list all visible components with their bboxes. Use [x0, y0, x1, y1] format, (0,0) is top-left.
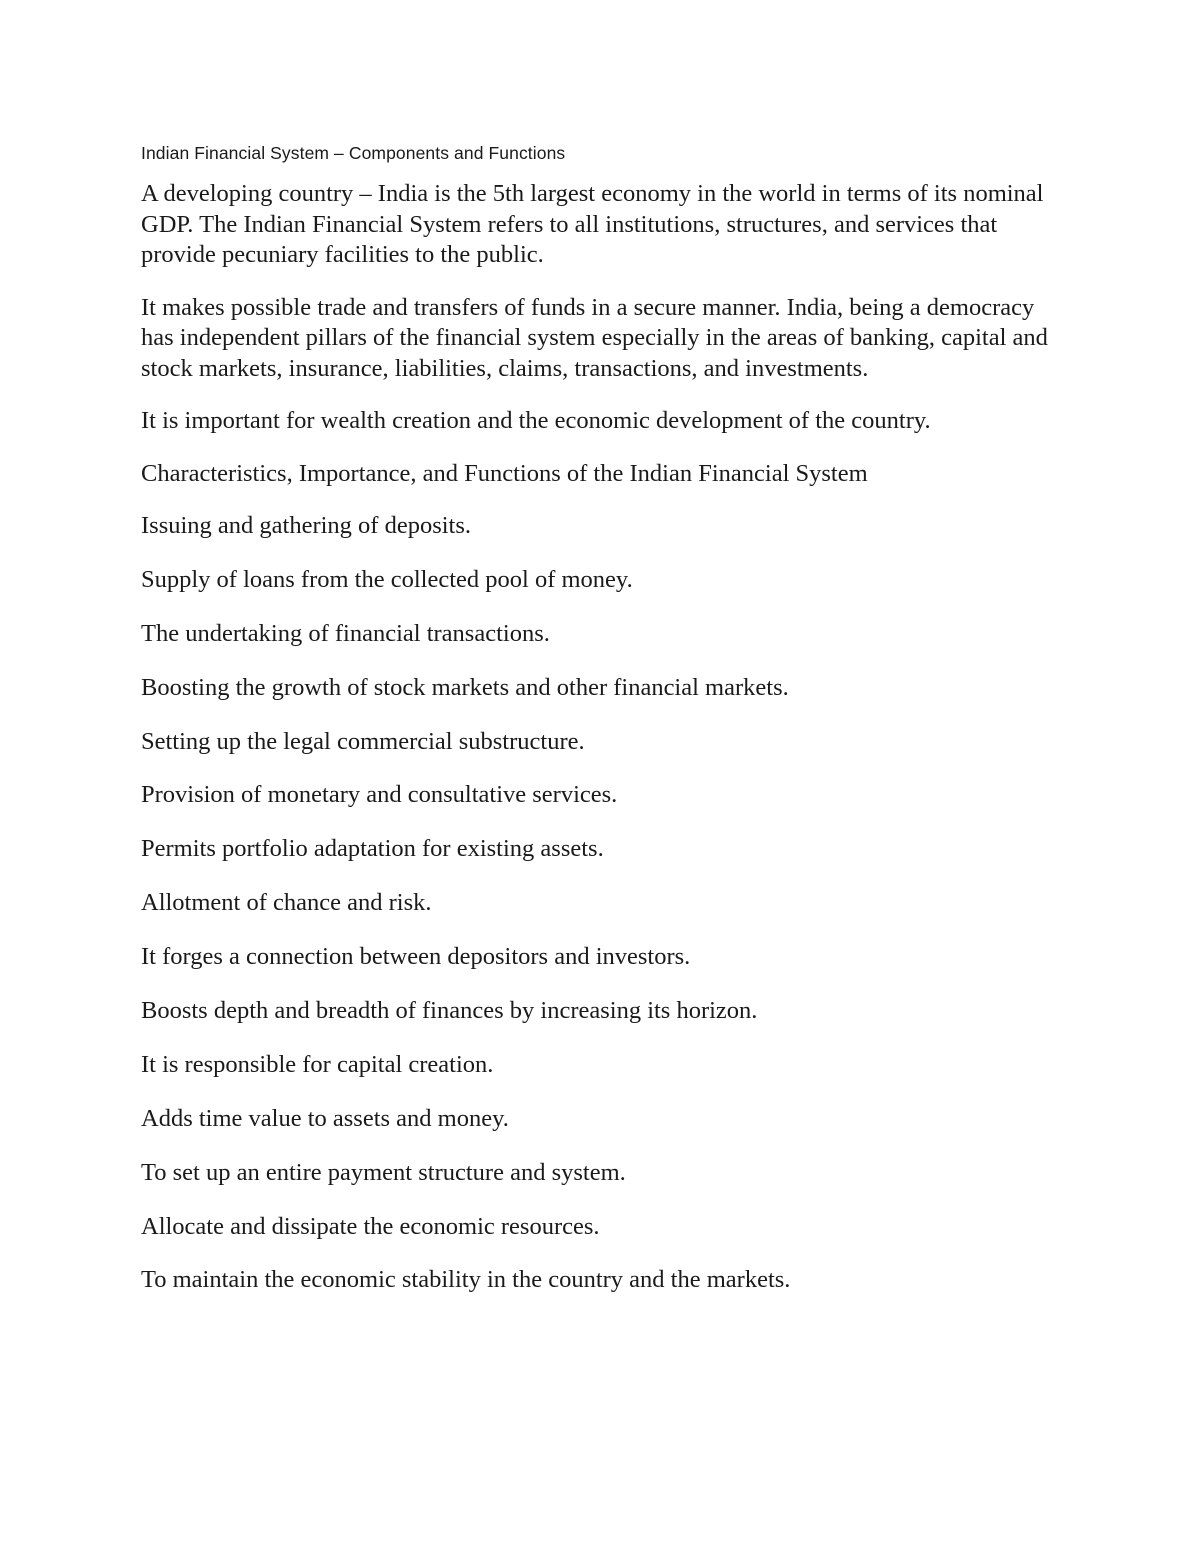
list-item: Permits portfolio adaptation for existing assets. [141, 835, 604, 863]
list-item: Supply of loans from the collected pool of money. [141, 565, 633, 593]
intro-paragraph: It makes possible trade and transfers of funds in a secure manner. India, being a democracy has independent pillars of the financial system especially in the areas of banking, capital and stock markets, insurance, liabilities, claims, transactions, and investments. [141, 293, 1048, 382]
list-item: It forges a connection between depositors and investors. [141, 943, 691, 971]
document-title: Indian Financial System – Components and Functions [141, 143, 566, 163]
intro-paragraph: It is important for wealth creation and the economic development of the country. [141, 407, 931, 434]
list-item: Provision of monetary and consultative services. [141, 781, 618, 809]
list-item: Allotment of chance and risk. [141, 889, 432, 917]
list-item: To maintain the economic stability in the country and the markets. [141, 1266, 791, 1294]
list-item: Issuing and gathering of deposits. [141, 512, 472, 539]
list-item: Adds time value to assets and money. [141, 1104, 509, 1132]
list-item: It is responsible for capital creation. [141, 1050, 494, 1078]
document-content [141, 141, 1071, 1319]
list-item: Allocate and dissipate the economic resources. [141, 1212, 600, 1240]
list-item: The undertaking of financial transactions. [141, 619, 550, 647]
list-item: To set up an entire payment structure and system. [141, 1158, 626, 1186]
section-heading: Characteristics, Importance, and Functions of the Indian Financial System [141, 459, 868, 487]
list-item: Setting up the legal commercial substructure. [141, 727, 585, 755]
function-list [141, 511, 1071, 1296]
list-item: Boosting the growth of stock markets and other financial markets. [141, 673, 789, 701]
list-item: Boosts depth and breadth of finances by increasing its horizon. [141, 997, 758, 1025]
intro-paragraph: A developing country – India is the 5th largest economy in the world in terms of its nominal GDP. The Indian Financial System refers to all institutions, structures, and services that provide pecuniary facilities to the public. [141, 180, 1044, 268]
